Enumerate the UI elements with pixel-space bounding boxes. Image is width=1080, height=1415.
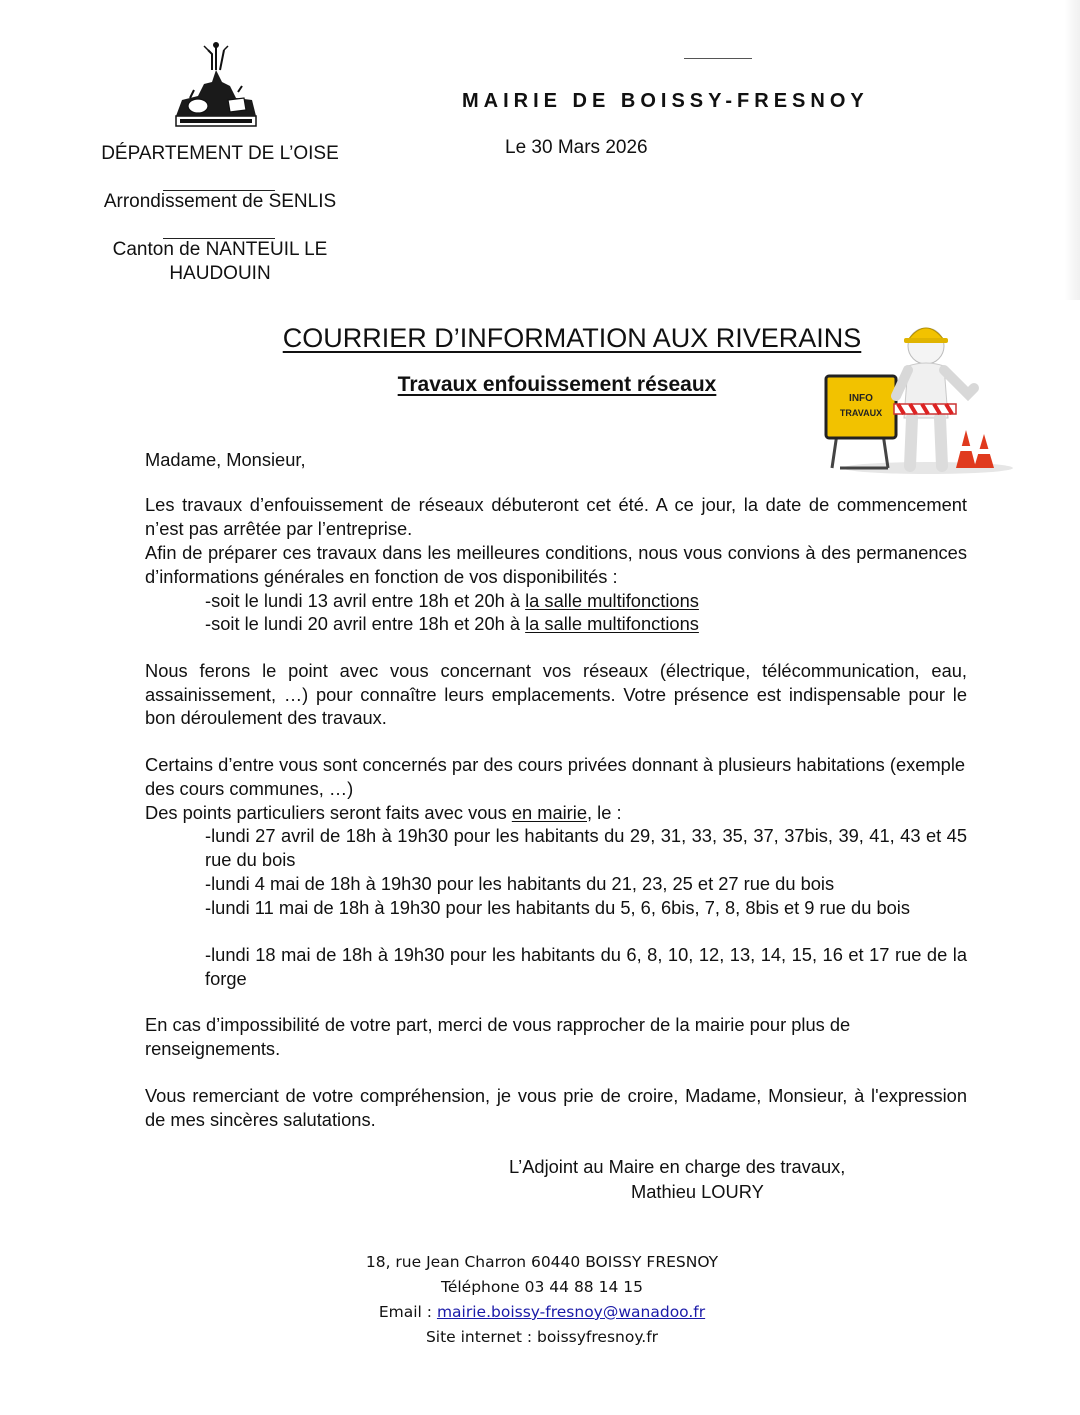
- meetings-intro-text: Des points particuliers seront faits avec vous: [145, 802, 512, 823]
- permanence-location: la salle multifonctions: [525, 613, 699, 634]
- arrondissement-name: Arrondissement de SENLIS: [103, 191, 337, 212]
- permanence-location: la salle multifonctions: [525, 590, 699, 611]
- footer-email-link[interactable]: mairie.boissy-fresnoy@wanadoo.fr: [436, 1303, 706, 1321]
- meeting-item: -lundi 18 mai de 18h à 19h30 pour les habitants du 6, 8, 10, 12, 13, 14, 15, 16 et 17 rue de la forge: [205, 944, 967, 989]
- signature-role: L’Adjoint au Maire en charge des travaux,: [509, 1156, 846, 1177]
- paragraph-contact: En cas d’impossibilité de votre part, merci de vous rapprocher de la mairie pour plus de renseignements.: [145, 1014, 851, 1059]
- paragraph-private-courts: Certains d’entre vous sont concernés par des cours privées donnant à plusieurs habitations (exemple des cours communes, …): [145, 754, 966, 799]
- sign-text-line1: INFO: [849, 393, 873, 404]
- page-edge-shadow: [1064, 0, 1080, 300]
- meeting-item: -lundi 27 avril de 18h à 19h30 pour les habitants du 29, 31, 33, 35, 37, 37bis, 39, 41, 43 et 45 rue du bois: [205, 825, 967, 870]
- footer-email-label: Email :: [378, 1303, 437, 1321]
- paragraph-permanences-intro: Afin de préparer ces travaux dans les meilleures conditions, nous vous convions à des permanences d’informations générales en fonction de vos disponibilités :: [145, 542, 967, 587]
- meetings-location: en mairie: [511, 802, 587, 823]
- permanence-item-2: [205, 612, 967, 636]
- page-subtitle: Travaux enfouissement réseaux: [397, 373, 717, 396]
- footer-website: Site internet : boissyfresnoy.fr: [425, 1328, 659, 1346]
- paragraph-closing: Vous remerciant de votre compréhension, je vous prie de croire, Madame, Monsieur, à l'expression de mes sincères salutations.: [145, 1085, 967, 1130]
- page-title: COURRIER D’INFORMATION AUX RIVERAINS: [282, 323, 862, 353]
- sign-text-line2: TRAVAUX: [839, 408, 883, 418]
- paragraph-start-date: Les travaux d’enfouissement de réseaux débuteront cet été. A ce jour, la date de commencement n’est pas arrêtée par l’entreprise.: [145, 494, 967, 539]
- permanence-item-1: [205, 589, 967, 613]
- permanence-item-text: -soit le lundi 13 avril entre 18h et 20h à: [205, 590, 526, 611]
- meeting-item: -lundi 4 mai de 18h à 19h30 pour les habitants du 21, 23, 25 et 27 rue du bois: [205, 873, 835, 894]
- department-name: DÉPARTEMENT DE L’OISE: [101, 143, 339, 164]
- paragraph-networks: Nous ferons le point avec vous concernant vos réseaux (électrique, télécommunication, eau, assainissement, …) pour connaître leurs emplacements. Votre présence est indispensable pour le bon déroulement des travaux.: [145, 660, 967, 728]
- canton-name-line1: Canton de NANTEUIL LE: [112, 239, 328, 260]
- republic-seal-icon: [168, 40, 264, 132]
- paragraph-meetings-intro: [145, 801, 967, 825]
- footer-address: 18, rue Jean Charron 60440 BOISSY FRESNOY: [365, 1253, 719, 1271]
- canton-name-line2: HAUDOUIN: [169, 263, 271, 284]
- footer-email-line: [0, 1300, 1080, 1324]
- meeting-item: -lundi 11 mai de 18h à 19h30 pour les habitants du 5, 6, 6bis, 7, 8, 8bis et 9 rue du bois: [205, 897, 910, 918]
- permanence-item-text: -soit le lundi 20 avril entre 18h et 20h à: [205, 613, 526, 634]
- header-top-rule: [684, 58, 752, 59]
- salutation: Madame, Monsieur,: [145, 449, 306, 470]
- signature-name: Mathieu LOURY: [631, 1181, 764, 1202]
- mairie-title: MAIRIE DE BOISSY-FRESNOY: [462, 90, 869, 112]
- letter-date: Le 30 Mars 2026: [505, 137, 648, 158]
- meetings-intro-suffix: , le :: [587, 802, 622, 823]
- footer-phone: Téléphone 03 44 88 14 15: [441, 1278, 643, 1296]
